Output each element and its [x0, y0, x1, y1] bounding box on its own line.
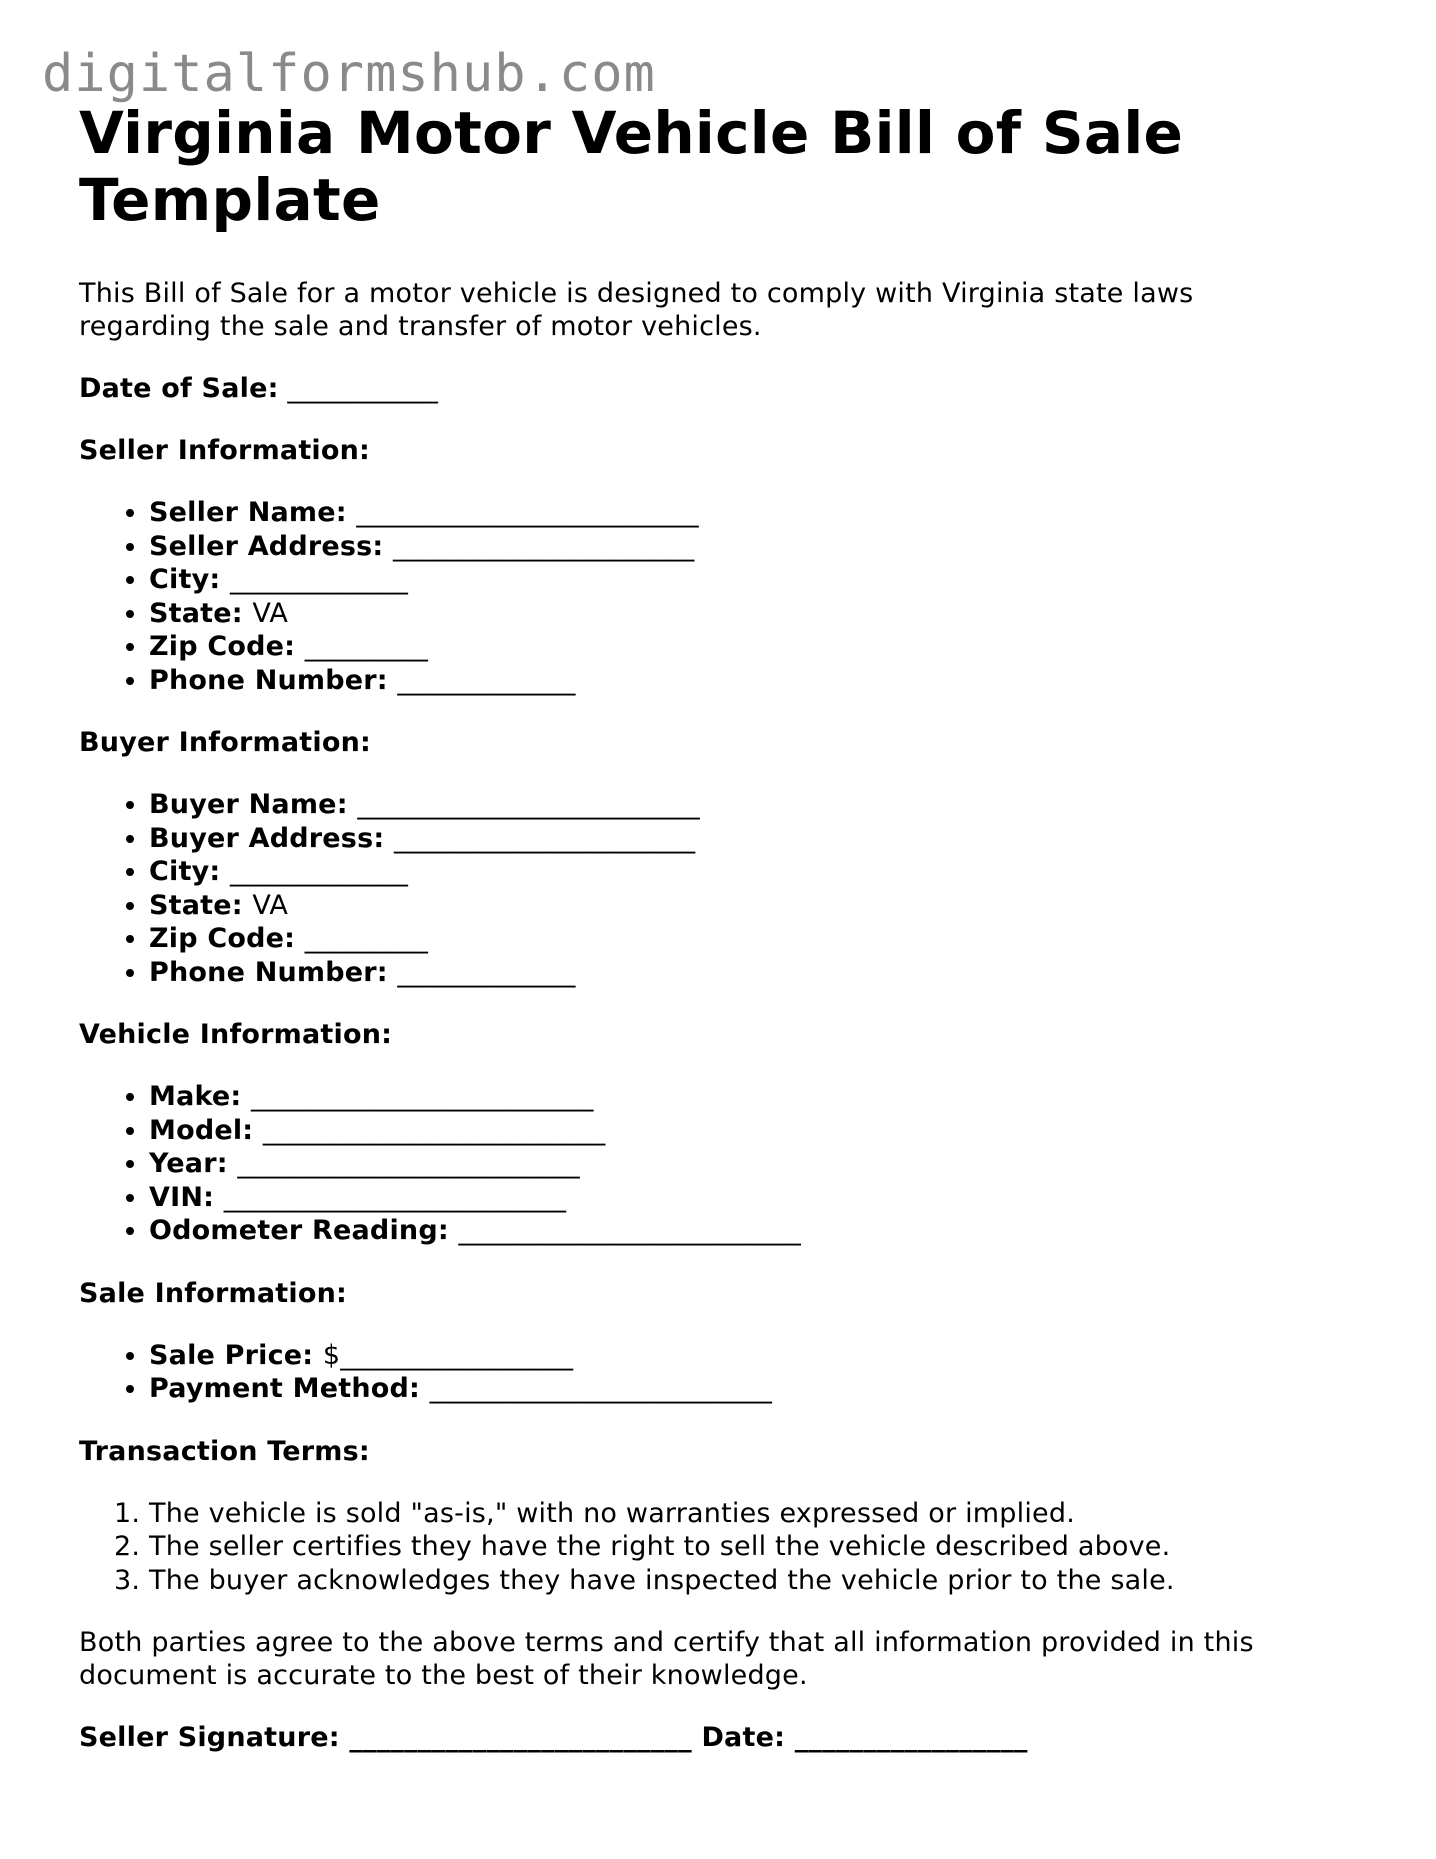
seller-state-label: State: — [149, 597, 243, 629]
vehicle-odometer-label: Odometer Reading: — [149, 1215, 449, 1246]
seller-city-blank[interactable]: _____________ — [229, 564, 409, 595]
buyer-state-label: State: — [149, 889, 243, 921]
vehicle-year-label: Year: — [149, 1148, 228, 1179]
terms-list — [79, 1497, 1329, 1598]
seller-zip-label: Zip Code: — [149, 631, 296, 662]
signature-date-label: Date: — [701, 1722, 786, 1753]
sale-price-blank[interactable]: $_________________ — [322, 1339, 574, 1371]
buyer-name-blank[interactable]: _________________________ — [357, 789, 700, 820]
buyer-address-blank[interactable]: ______________________ — [393, 822, 696, 854]
seller-city-item — [149, 563, 1329, 597]
seller-name-blank[interactable]: _________________________ — [356, 497, 699, 528]
seller-state-value: VA — [252, 597, 289, 629]
document-body — [79, 100, 1329, 1754]
site-watermark: digitalformshub.com — [42, 44, 656, 104]
seller-name-label: Seller Name: — [149, 497, 347, 528]
closing-paragraph: Both parties agree to the above terms and certify that all information provided in this document is accurate to the best of their knowledge. — [79, 1627, 1254, 1691]
vehicle-year-item — [149, 1147, 1329, 1181]
buyer-address-item — [149, 822, 1329, 856]
vehicle-odometer-blank[interactable]: _________________________ — [458, 1215, 801, 1246]
buyer-name-label: Buyer Name: — [149, 789, 348, 820]
date-of-sale-blank[interactable]: ___________ — [287, 373, 439, 404]
buyer-name-item — [149, 788, 1329, 822]
vehicle-model-label: Model: — [149, 1114, 254, 1146]
date-of-sale-field — [79, 372, 1329, 405]
buyer-phone-blank[interactable]: _____________ — [397, 956, 576, 988]
buyer-section-heading: Buyer Information: — [79, 727, 371, 758]
seller-zip-item — [149, 630, 1329, 664]
vehicle-list — [79, 1080, 1329, 1248]
buyer-zip-blank[interactable]: _________ — [304, 923, 429, 954]
vehicle-vin-blank[interactable]: _________________________ — [223, 1181, 567, 1213]
buyer-phone-label: Phone Number: — [149, 956, 388, 988]
seller-phone-blank[interactable]: _____________ — [397, 664, 576, 696]
vehicle-model-blank[interactable]: _________________________ — [262, 1114, 606, 1146]
sale-price-item — [149, 1339, 1329, 1373]
buyer-zip-item — [149, 922, 1329, 956]
seller-signature-blank[interactable]: _________________________ — [349, 1722, 692, 1753]
sale-section-heading: Sale Information: — [79, 1277, 347, 1309]
seller-city-label: City: — [149, 564, 221, 595]
vehicle-make-item — [149, 1080, 1329, 1114]
intro-paragraph: This Bill of Sale for a motor vehicle is designed to comply with Virginia state laws regarding the sale and transfer of motor vehicles. — [79, 278, 1194, 342]
terms-item: 2. The seller certifies they have the right to sell the vehicle described above. — [149, 1530, 1329, 1564]
sale-list — [79, 1339, 1329, 1406]
buyer-zip-label: Zip Code: — [149, 923, 296, 954]
seller-list — [79, 496, 1329, 697]
seller-name-item — [149, 496, 1329, 530]
vehicle-vin-label: VIN: — [149, 1181, 215, 1213]
signature-date-blank[interactable]: _________________ — [794, 1722, 1028, 1753]
page-title: Virginia Motor Vehicle Bill of Sale Template — [79, 99, 1184, 234]
payment-method-blank[interactable]: _________________________ — [429, 1373, 773, 1404]
terms-item: 1. The vehicle is sold "as-is," with no warranties expressed or implied. — [149, 1497, 1329, 1531]
seller-section-heading: Seller Information: — [79, 435, 371, 466]
buyer-address-label: Buyer Address: — [149, 822, 385, 854]
seller-zip-blank[interactable]: _________ — [304, 631, 429, 662]
buyer-state-value: VA — [252, 889, 289, 921]
vehicle-year-blank[interactable]: _________________________ — [237, 1148, 580, 1179]
seller-signature-label: Seller Signature: — [79, 1722, 340, 1753]
buyer-list — [79, 788, 1329, 989]
seller-state-item — [149, 597, 1329, 631]
buyer-city-item — [149, 855, 1329, 889]
sale-price-label: Sale Price: — [149, 1339, 314, 1371]
vehicle-make-blank[interactable]: _________________________ — [251, 1081, 594, 1112]
terms-item: 3. The buyer acknowledges they have inspected the vehicle prior to the sale. — [149, 1564, 1329, 1598]
seller-address-item — [149, 530, 1329, 564]
terms-section-heading: Transaction Terms: — [79, 1435, 370, 1467]
vehicle-model-item — [149, 1114, 1329, 1148]
seller-signature-line — [79, 1721, 1329, 1754]
buyer-phone-item — [149, 956, 1329, 990]
buyer-state-item — [149, 889, 1329, 923]
seller-address-label: Seller Address: — [149, 530, 384, 562]
seller-phone-item — [149, 664, 1329, 698]
payment-method-label: Payment Method: — [149, 1373, 421, 1404]
buyer-city-label: City: — [149, 856, 221, 887]
vehicle-odometer-item — [149, 1214, 1329, 1248]
seller-address-blank[interactable]: ______________________ — [393, 530, 695, 562]
vehicle-vin-item — [149, 1181, 1329, 1215]
buyer-city-blank[interactable]: _____________ — [229, 856, 409, 887]
date-of-sale-label: Date of Sale: — [79, 373, 279, 404]
seller-phone-label: Phone Number: — [149, 664, 388, 696]
vehicle-section-heading: Vehicle Information: — [79, 1019, 393, 1050]
vehicle-make-label: Make: — [149, 1081, 242, 1112]
payment-method-item — [149, 1372, 1329, 1406]
